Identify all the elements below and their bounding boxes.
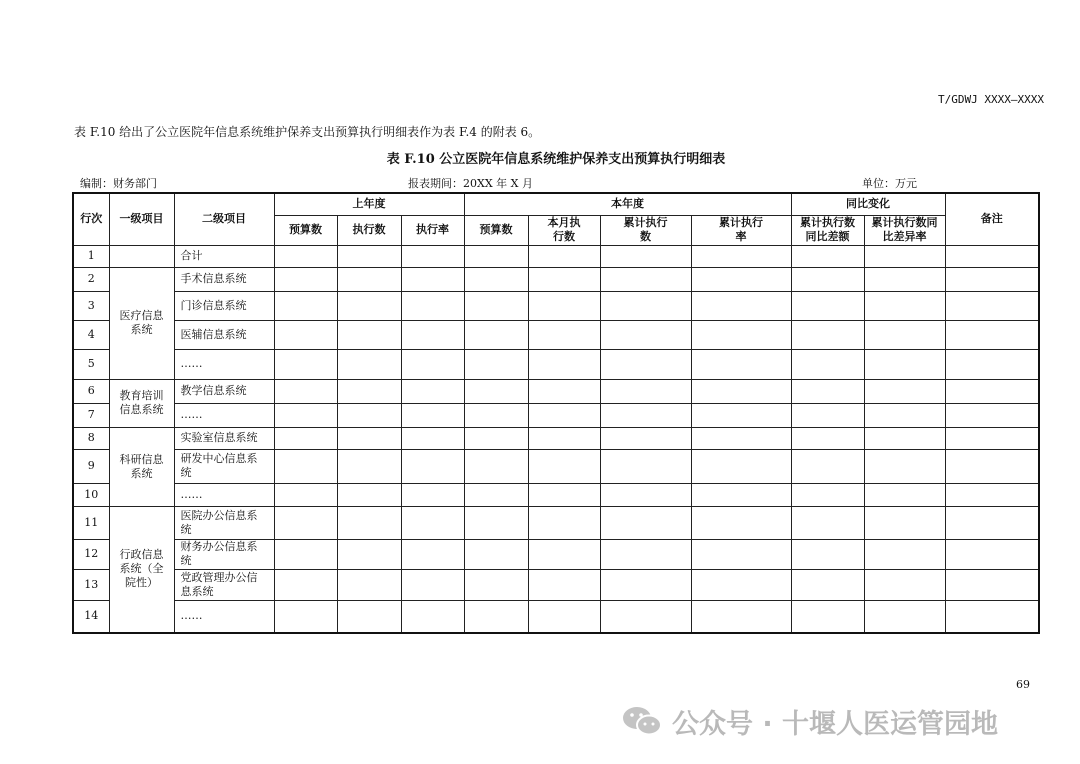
- row-number: 10: [73, 483, 109, 506]
- level2-cell: 财务办公信息系统: [174, 539, 274, 569]
- value-cell[interactable]: [274, 320, 337, 349]
- col-yoy: 同比变化: [791, 193, 945, 215]
- value-cell[interactable]: [274, 427, 337, 449]
- value-cell[interactable]: [600, 291, 691, 320]
- value-cell[interactable]: [528, 403, 600, 427]
- table-row: [73, 569, 1039, 600]
- level2-cell: 实验室信息系统: [174, 427, 274, 449]
- col-month-exec: 本月执行数: [528, 215, 600, 245]
- table-row: [73, 320, 1039, 349]
- row-number: 13: [73, 569, 109, 600]
- value-cell[interactable]: [464, 245, 528, 267]
- table-row: [73, 427, 1039, 449]
- value-cell[interactable]: [274, 267, 337, 291]
- value-cell[interactable]: [274, 483, 337, 506]
- value-cell[interactable]: [791, 483, 864, 506]
- prepared-by: 编制：财务部门: [80, 177, 157, 190]
- value-cell[interactable]: [401, 320, 464, 349]
- col-yoy-diff: 累计执行数同比差额: [791, 215, 864, 245]
- value-cell[interactable]: [528, 506, 600, 539]
- table-row: [73, 379, 1039, 403]
- table-row: [73, 483, 1039, 506]
- value-cell[interactable]: [945, 379, 1039, 403]
- value-cell[interactable]: [464, 267, 528, 291]
- value-cell[interactable]: [401, 349, 464, 379]
- col-rate-ly: 执行率: [401, 215, 464, 245]
- col-remarks: 备注: [945, 193, 1039, 245]
- value-cell[interactable]: [528, 379, 600, 403]
- value-cell[interactable]: [274, 245, 337, 267]
- value-cell[interactable]: [691, 349, 791, 379]
- value-cell[interactable]: [691, 483, 791, 506]
- value-cell[interactable]: [600, 569, 691, 600]
- col-level2: 二级项目: [174, 193, 274, 245]
- value-cell[interactable]: [464, 569, 528, 600]
- col-exec-ly: 执行数: [337, 215, 401, 245]
- value-cell[interactable]: [864, 291, 945, 320]
- value-cell[interactable]: [864, 449, 945, 483]
- value-cell[interactable]: [945, 245, 1039, 267]
- value-cell[interactable]: [337, 267, 401, 291]
- col-level1: 一级项目: [109, 193, 174, 245]
- value-cell[interactable]: [600, 349, 691, 379]
- value-cell[interactable]: [600, 245, 691, 267]
- value-cell[interactable]: [337, 349, 401, 379]
- value-cell[interactable]: [401, 483, 464, 506]
- level2-cell: ……: [174, 403, 274, 427]
- value-cell[interactable]: [864, 320, 945, 349]
- value-cell[interactable]: [791, 569, 864, 600]
- value-cell[interactable]: [791, 320, 864, 349]
- value-cell[interactable]: [274, 506, 337, 539]
- value-cell[interactable]: [464, 291, 528, 320]
- value-cell[interactable]: [864, 427, 945, 449]
- value-cell[interactable]: [791, 349, 864, 379]
- value-cell[interactable]: [600, 506, 691, 539]
- value-cell[interactable]: [274, 600, 337, 633]
- watermark: [620, 702, 998, 740]
- value-cell[interactable]: [691, 569, 791, 600]
- value-cell[interactable]: [691, 245, 791, 267]
- value-cell[interactable]: [864, 483, 945, 506]
- value-cell[interactable]: [945, 449, 1039, 483]
- value-cell[interactable]: [401, 245, 464, 267]
- value-cell[interactable]: [864, 569, 945, 600]
- row-number: 4: [73, 320, 109, 349]
- value-cell[interactable]: [791, 449, 864, 483]
- value-cell[interactable]: [791, 245, 864, 267]
- value-cell[interactable]: [464, 600, 528, 633]
- value-cell[interactable]: [945, 569, 1039, 600]
- value-cell[interactable]: [337, 291, 401, 320]
- value-cell[interactable]: [945, 267, 1039, 291]
- value-cell[interactable]: [274, 403, 337, 427]
- value-cell[interactable]: [691, 539, 791, 569]
- table-row: [73, 245, 1039, 267]
- value-cell[interactable]: [945, 539, 1039, 569]
- value-cell[interactable]: [401, 291, 464, 320]
- value-cell[interactable]: [945, 349, 1039, 379]
- value-cell[interactable]: [528, 267, 600, 291]
- level2-cell: 门诊信息系统: [174, 291, 274, 320]
- row-number: 2: [73, 267, 109, 291]
- value-cell[interactable]: [401, 379, 464, 403]
- value-cell[interactable]: [791, 267, 864, 291]
- level2-cell: ……: [174, 483, 274, 506]
- value-cell[interactable]: [864, 267, 945, 291]
- value-cell[interactable]: [864, 600, 945, 633]
- value-cell[interactable]: [464, 539, 528, 569]
- value-cell[interactable]: [401, 403, 464, 427]
- value-cell[interactable]: [691, 320, 791, 349]
- value-cell[interactable]: [945, 600, 1039, 633]
- value-cell[interactable]: [791, 427, 864, 449]
- value-cell[interactable]: [401, 267, 464, 291]
- value-cell[interactable]: [528, 449, 600, 483]
- level2-cell: 手术信息系统: [174, 267, 274, 291]
- row-number: 12: [73, 539, 109, 569]
- col-cum-exec: 累计执行数: [600, 215, 691, 245]
- table-row: [73, 539, 1039, 569]
- value-cell[interactable]: [464, 449, 528, 483]
- value-cell[interactable]: [337, 569, 401, 600]
- group-medical: 医疗信息系统: [109, 267, 174, 379]
- row-number: 3: [73, 291, 109, 320]
- value-cell[interactable]: [464, 483, 528, 506]
- value-cell[interactable]: [464, 320, 528, 349]
- value-cell[interactable]: [945, 320, 1039, 349]
- col-yoy-rate-diff: 累计执行数同比差异率: [864, 215, 945, 245]
- level2-cell: 党政管理办公信息系统: [174, 569, 274, 600]
- watermark-text: 公众号 · 十堰人医运管园地: [672, 708, 999, 740]
- level2-cell: ……: [174, 600, 274, 633]
- level2-cell: 医院办公信息系统: [174, 506, 274, 539]
- value-cell[interactable]: [528, 483, 600, 506]
- value-cell[interactable]: [791, 600, 864, 633]
- value-cell[interactable]: [864, 245, 945, 267]
- table-row: [73, 349, 1039, 379]
- value-cell[interactable]: [864, 379, 945, 403]
- value-cell[interactable]: [401, 569, 464, 600]
- value-cell[interactable]: [600, 539, 691, 569]
- row-number: 1: [73, 245, 109, 267]
- value-cell[interactable]: [600, 483, 691, 506]
- value-cell[interactable]: [691, 449, 791, 483]
- row-number: 8: [73, 427, 109, 449]
- value-cell[interactable]: [337, 506, 401, 539]
- value-cell[interactable]: [600, 600, 691, 633]
- value-cell[interactable]: [401, 427, 464, 449]
- group-research: 科研信息系统: [109, 427, 174, 506]
- value-cell[interactable]: [337, 427, 401, 449]
- row-number: 5: [73, 349, 109, 379]
- intro-text: 表 F.10 给出了公立医院年信息系统维护保养支出预算执行明细表作为表 F.4 的附表 6。: [74, 125, 541, 139]
- value-cell[interactable]: [945, 291, 1039, 320]
- row-number: 7: [73, 403, 109, 427]
- value-cell[interactable]: [337, 483, 401, 506]
- level2-cell: 合计: [174, 245, 274, 267]
- row-number: 9: [73, 449, 109, 483]
- value-cell[interactable]: [528, 320, 600, 349]
- budget-table: [72, 192, 1040, 634]
- value-cell[interactable]: [528, 349, 600, 379]
- value-cell[interactable]: [600, 379, 691, 403]
- group-admin: 行政信息系统（全院性）: [109, 506, 174, 633]
- value-cell[interactable]: [528, 569, 600, 600]
- value-cell[interactable]: [864, 506, 945, 539]
- value-cell[interactable]: [600, 403, 691, 427]
- value-cell[interactable]: [401, 449, 464, 483]
- level1-cell: [109, 245, 174, 267]
- value-cell[interactable]: [600, 267, 691, 291]
- table-row: [73, 267, 1039, 291]
- value-cell[interactable]: [791, 379, 864, 403]
- table-row: [73, 403, 1039, 427]
- value-cell[interactable]: [945, 427, 1039, 449]
- value-cell[interactable]: [600, 449, 691, 483]
- level2-cell: ……: [174, 349, 274, 379]
- value-cell[interactable]: [337, 449, 401, 483]
- col-this-year: 本年度: [464, 193, 791, 215]
- report-period: 报表期间：20XX 年 X 月: [408, 177, 533, 190]
- group-teaching: 教育培训信息系统: [109, 379, 174, 427]
- value-cell[interactable]: [691, 291, 791, 320]
- value-cell[interactable]: [791, 539, 864, 569]
- value-cell[interactable]: [401, 600, 464, 633]
- value-cell[interactable]: [528, 539, 600, 569]
- value-cell[interactable]: [464, 403, 528, 427]
- col-cum-rate: 累计执行率: [691, 215, 791, 245]
- value-cell[interactable]: [464, 427, 528, 449]
- value-cell[interactable]: [337, 320, 401, 349]
- row-number: 14: [73, 600, 109, 633]
- wechat-icon: [620, 705, 664, 737]
- value-cell[interactable]: [337, 245, 401, 267]
- table-row: [73, 506, 1039, 539]
- value-cell[interactable]: [691, 506, 791, 539]
- table-row: [73, 449, 1039, 483]
- value-cell[interactable]: [945, 483, 1039, 506]
- unit-label: 单位：万元: [862, 177, 917, 190]
- value-cell[interactable]: [691, 379, 791, 403]
- value-cell[interactable]: [864, 539, 945, 569]
- value-cell[interactable]: [337, 379, 401, 403]
- value-cell[interactable]: [464, 506, 528, 539]
- value-cell[interactable]: [864, 403, 945, 427]
- value-cell[interactable]: [274, 449, 337, 483]
- value-cell[interactable]: [691, 403, 791, 427]
- value-cell[interactable]: [464, 379, 528, 403]
- value-cell[interactable]: [337, 600, 401, 633]
- value-cell[interactable]: [600, 427, 691, 449]
- value-cell[interactable]: [691, 427, 791, 449]
- row-number: 6: [73, 379, 109, 403]
- value-cell[interactable]: [691, 600, 791, 633]
- page-number: 69: [1016, 678, 1030, 691]
- table-row: [73, 291, 1039, 320]
- table-title: 表 F.10 公立医院年信息系统维护保养支出预算执行明细表: [386, 152, 726, 167]
- value-cell[interactable]: [864, 349, 945, 379]
- col-budget-ty: 预算数: [464, 215, 528, 245]
- standard-number: T/GDWJ XXXX—XXXX: [938, 93, 1044, 106]
- value-cell[interactable]: [274, 539, 337, 569]
- table-body: [73, 245, 1039, 633]
- value-cell[interactable]: [600, 320, 691, 349]
- value-cell[interactable]: [401, 506, 464, 539]
- value-cell[interactable]: [528, 427, 600, 449]
- value-cell[interactable]: [337, 539, 401, 569]
- value-cell[interactable]: [274, 379, 337, 403]
- level2-cell: 研发中心信息系统: [174, 449, 274, 483]
- value-cell[interactable]: [945, 506, 1039, 539]
- value-cell[interactable]: [691, 267, 791, 291]
- value-cell[interactable]: [274, 291, 337, 320]
- value-cell[interactable]: [791, 506, 864, 539]
- level2-cell: 教学信息系统: [174, 379, 274, 403]
- row-number: 11: [73, 506, 109, 539]
- value-cell[interactable]: [337, 403, 401, 427]
- value-cell[interactable]: [464, 349, 528, 379]
- value-cell[interactable]: [274, 569, 337, 600]
- col-row-no: 行次: [73, 193, 109, 245]
- value-cell[interactable]: [945, 403, 1039, 427]
- col-budget-ly: 预算数: [274, 215, 337, 245]
- value-cell[interactable]: [528, 291, 600, 320]
- value-cell[interactable]: [791, 403, 864, 427]
- level2-cell: 医辅信息系统: [174, 320, 274, 349]
- col-last-year: 上年度: [274, 193, 464, 215]
- table-row: [73, 600, 1039, 633]
- value-cell[interactable]: [401, 539, 464, 569]
- value-cell[interactable]: [791, 291, 864, 320]
- value-cell[interactable]: [528, 600, 600, 633]
- value-cell[interactable]: [274, 349, 337, 379]
- value-cell[interactable]: [528, 245, 600, 267]
